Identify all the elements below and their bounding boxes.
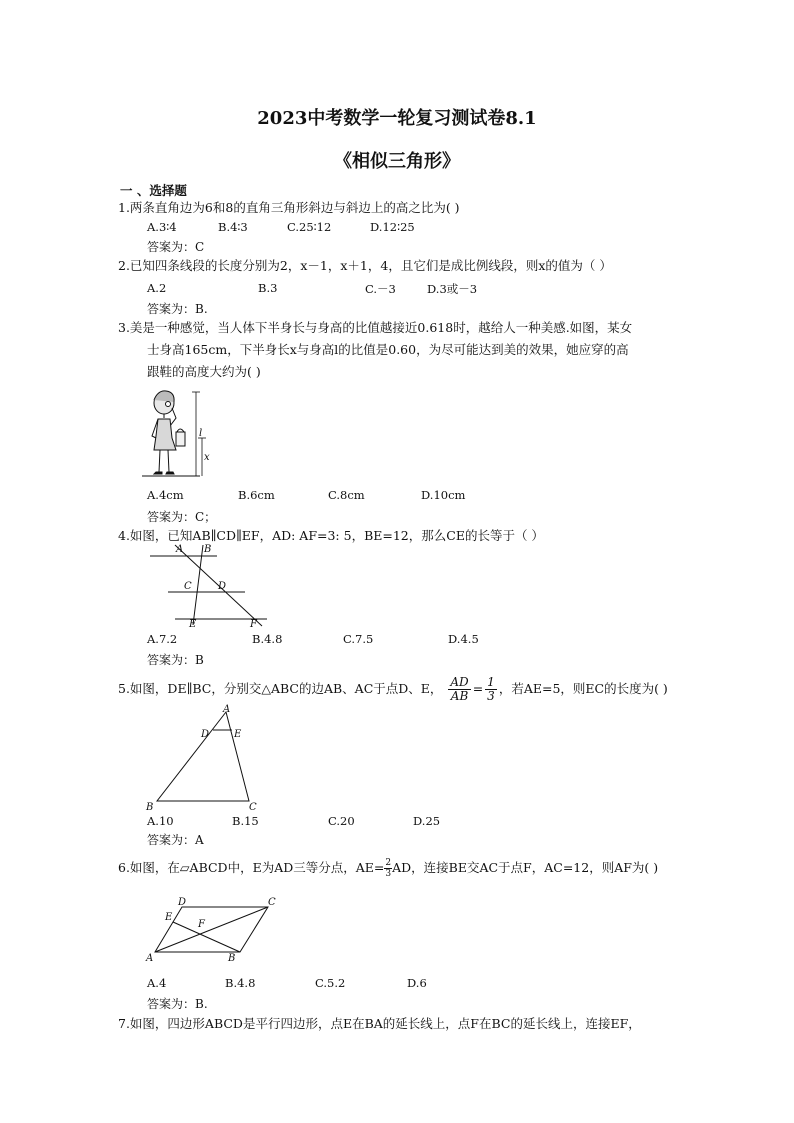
question-4-figure [145,540,275,630]
question-6-option-d: D.6 [407,976,427,990]
figure6-label-f: F [198,919,205,930]
question-2-option-b: B.3 [258,281,278,295]
question-7-stem: 7.如图，四边形ABCD是平行四边形，点E在BA的延长线上，点F在BC的延长线上，连接EF， [118,1016,641,1031]
question-4-option-a: A.7.2 [147,632,178,646]
question-5-stem-before: 5.如图，DE∥BC，分别交△ABC的边AB、AC于点D、E， [118,681,443,696]
question-5-fraction-ad-ab [448,676,470,703]
figure5-label-a: A [223,704,231,715]
question-3-figure [140,388,220,482]
question-3-stem-line-3: 跟鞋的高度大约为( ) [147,364,261,379]
question-5-stem [118,676,668,703]
question-4-stem: 4.如图，已知AB∥CD∥EF，AD: AF=3: 5，BE=12，那么CE的长等于（ ） [118,528,544,543]
question-5-figure [143,702,273,812]
question-5-equals: = [472,681,484,696]
question-5-stem-after: ，若AE=5，则EC的长度为( ) [498,681,668,696]
figure5-label-e: E [234,729,242,740]
question-3-stem-line-2: 士身高165cm，下半身长x与身高l的比值是0.60，为尽可能达到美的效果，她应穿的高 [147,342,629,357]
question-6-answer: 答案为：B. [147,997,208,1011]
question-6-option-a: A.4 [147,976,167,990]
question-5-fraction-one-third [485,676,497,703]
question-6-stem [118,857,658,879]
figure4-label-b: B [204,544,212,555]
question-3-answer: 答案为：C； [147,510,217,524]
question-1-option-b: B.4∶3 [218,220,248,234]
question-3-option-d: D.10cm [421,488,466,502]
question-3-option-a: A.4cm [147,488,184,502]
figure6-label-c: C [268,897,276,908]
figure6-label-e: E [165,912,173,923]
figure4-label-c: C [184,581,192,592]
question-2-option-c: C.－3 [365,282,396,296]
section-heading: 一 、选择题 [120,183,187,198]
parallel-lines-diagram [150,545,267,626]
figure6-label-a: A [146,953,154,964]
figure4-label-d: D [218,581,227,592]
question-6-figure [142,893,287,965]
question-4-option-c: C.7.5 [343,632,374,646]
question-5-answer: 答案为：A [147,833,204,847]
question-1-answer: 答案为：C [147,240,205,254]
fraction-numerator: 1 [487,675,495,689]
figure3-label-l: l [199,428,203,439]
question-2-stem: 2.已知四条线段的长度分别为2，x－1，x＋1，4，且它们是成比例线段，则x的值为（ ） [118,258,612,273]
triangle-abc-diagram [157,712,249,801]
fraction-numerator: 2 [385,858,392,868]
figure4-label-f: F [250,619,257,630]
question-2-option-a: A.2 [147,281,167,295]
question-2-option-d: D.3或－3 [427,282,478,296]
question-3-stem-line-1: 3.美是一种感觉，当人体下半身长与身高的比值越接近0.618时，越给人一种美感.如图，某女 [118,320,633,335]
question-4-option-d: D.4.5 [448,632,479,646]
figure3-label-x: x [204,452,210,463]
fraction-denominator: 3 [487,689,495,703]
question-1-option-a: A.3∶4 [147,220,177,234]
question-3-option-b: B.6cm [238,488,275,502]
question-1-option-c: C.25∶12 [287,220,332,234]
question-6-option-c: C.5.2 [315,976,346,990]
question-5-option-d: D.25 [413,814,441,828]
question-1-option-d: D.12∶25 [370,220,415,234]
question-6-fraction-two-thirds [384,858,392,879]
question-4-answer: 答案为：B [147,653,204,667]
question-6-option-b: B.4.8 [225,976,256,990]
figure5-label-b: B [146,802,154,812]
figure5-label-d: D [201,729,210,740]
question-1-stem: 1.两条直角边为6和8的直角三角形斜边与斜边上的高之比为( ) [118,200,460,215]
fraction-denominator: AB [450,689,469,703]
question-6-stem-after: AD，连接BE交AC于点F，AC=12，则AF为( ) [392,860,659,875]
question-3-option-c: C.8cm [328,488,365,502]
figure6-label-d: D [178,897,187,908]
fraction-numerator: AD [450,675,469,689]
question-5-option-b: B.15 [232,814,259,828]
page-subtitle: 《相似三角形》 [334,151,460,172]
question-2-answer: 答案为：B. [147,302,208,316]
figure5-label-c: C [249,802,257,812]
woman-illustration [142,391,203,476]
figure4-label-e: E [189,619,197,630]
question-5-option-a: A.10 [147,814,174,828]
question-6-stem-before: 6.如图，在▱ABCD中，E为AD三等分点，AE= [118,860,385,875]
figure6-label-b: B [228,953,236,964]
question-4-option-b: B.4.8 [252,632,283,646]
page-title: 2023中考数学一轮复习测试卷8.1 [257,108,537,129]
question-5-option-c: C.20 [328,814,355,828]
figure4-label-a: A [176,544,184,555]
fraction-denominator: 3 [385,869,392,879]
